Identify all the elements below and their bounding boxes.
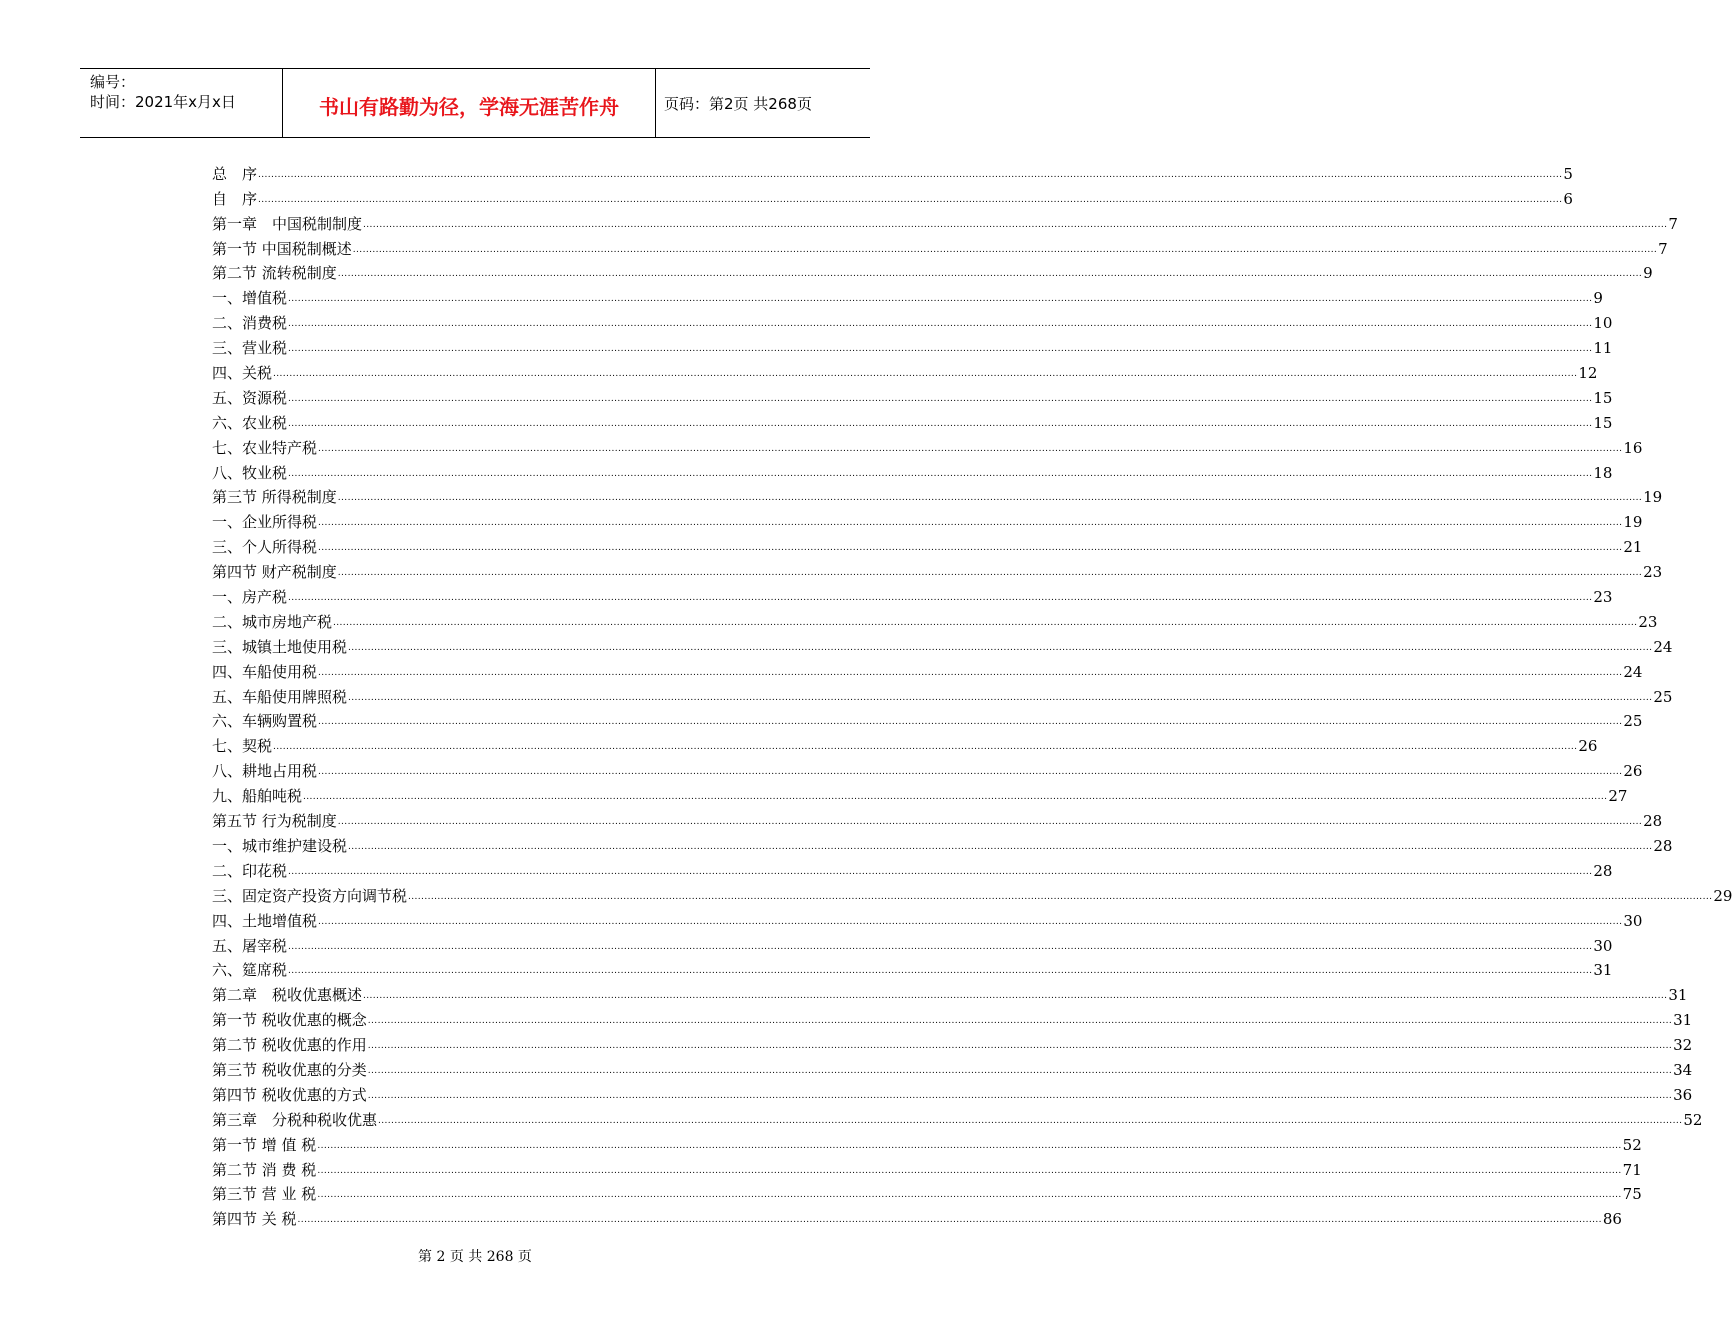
header-left-cell — [80, 69, 282, 137]
toc-entry-title: 三、个人所得税 — [212, 538, 318, 557]
toc-entry-title: 二、城市房地产税 — [212, 612, 333, 631]
toc-entry[interactable] — [212, 382, 1613, 407]
toc-dot-leader: ................................................................................................................................................................................................................................................................................................................................................................................................................ — [273, 742, 1578, 753]
toc-entry-title: 六、筵席税 — [212, 961, 288, 980]
toc-entry[interactable] — [212, 208, 1678, 233]
toc-entry[interactable] — [212, 905, 1643, 930]
toc-entry[interactable] — [212, 1129, 1642, 1154]
toc-entry[interactable] — [212, 656, 1643, 681]
toc-entry-page: 23 — [1593, 588, 1613, 607]
toc-entry[interactable] — [212, 631, 1673, 656]
toc-dot-leader: ................................................................................................................................................................................................................................................................................................................................................................................................................ — [288, 418, 1593, 429]
toc-entry-title: 五、资源税 — [212, 388, 288, 407]
toc-entry-page: 30 — [1623, 911, 1643, 930]
toc-dot-leader: ................................................................................................................................................................................................................................................................................................................................................................................................................ — [318, 916, 1623, 927]
toc-entry-title: 总 序 — [212, 164, 258, 183]
toc-entry-page: 6 — [1563, 189, 1573, 208]
toc-entry-title: 二、消费税 — [212, 314, 288, 333]
toc-dot-leader: ................................................................................................................................................................................................................................................................................................................................................................................................................ — [318, 543, 1623, 554]
toc-dot-leader: ................................................................................................................................................................................................................................................................................................................................................................................................................ — [367, 1065, 1673, 1076]
toc-dot-leader: ................................................................................................................................................................................................................................................................................................................................................................................................................ — [258, 169, 1563, 180]
time-label: 时间：2021年x月x日 — [90, 93, 236, 111]
toc-entry-page: 15 — [1593, 413, 1613, 432]
toc-entry[interactable] — [212, 258, 1653, 283]
toc-dot-leader: ................................................................................................................................................................................................................................................................................................................................................................................................................ — [363, 219, 1668, 230]
toc-entry[interactable] — [212, 307, 1613, 333]
toc-entry-page: 27 — [1608, 787, 1628, 806]
toc-entry-title: 八、耕地占用税 — [212, 762, 318, 781]
toc-entry[interactable] — [212, 880, 1732, 905]
toc-entry[interactable] — [212, 506, 1643, 532]
toc-dot-leader: ................................................................................................................................................................................................................................................................................................................................................................................................................ — [297, 1215, 1602, 1226]
toc-entry-page: 25 — [1623, 712, 1643, 731]
toc-entry-page: 31 — [1668, 986, 1688, 1005]
page-info: 页码：第2页 共268页 — [664, 95, 812, 113]
toc-dot-leader: ................................................................................................................................................................................................................................................................................................................................................................................................................ — [258, 194, 1563, 205]
toc-entry-page: 52 — [1683, 1110, 1703, 1129]
toc-entry-page: 26 — [1578, 737, 1598, 756]
table-of-contents — [212, 158, 1732, 1229]
toc-entry-page: 36 — [1673, 1085, 1693, 1104]
toc-dot-leader: ................................................................................................................................................................................................................................................................................................................................................................................................................ — [348, 841, 1653, 852]
document-header — [80, 68, 870, 138]
toc-dot-leader: ................................................................................................................................................................................................................................................................................................................................................................................................................ — [337, 568, 1643, 579]
toc-dot-leader: ................................................................................................................................................................................................................................................................................................................................................................................................................ — [288, 468, 1593, 479]
toc-dot-leader: ................................................................................................................................................................................................................................................................................................................................................................................................................ — [318, 767, 1623, 778]
toc-entry[interactable] — [212, 730, 1598, 756]
toc-entry-title: 七、契税 — [212, 737, 273, 756]
toc-entry[interactable] — [212, 1179, 1642, 1204]
toc-entry-page: 26 — [1623, 762, 1643, 781]
toc-entry-title: 四、土地增值税 — [212, 911, 318, 930]
toc-dot-leader: ................................................................................................................................................................................................................................................................................................................................................................................................................ — [337, 493, 1643, 504]
toc-entry[interactable] — [212, 407, 1613, 432]
toc-entry[interactable] — [212, 979, 1688, 1005]
toc-dot-leader: ................................................................................................................................................................................................................................................................................................................................................................................................................ — [367, 1041, 1673, 1052]
toc-entry[interactable] — [212, 930, 1613, 955]
toc-dot-leader: ................................................................................................................................................................................................................................................................................................................................................................................................................ — [318, 443, 1623, 454]
page-footer: 第 2 页 共 268 页 — [418, 1249, 532, 1265]
toc-entry-page: 31 — [1593, 961, 1613, 980]
toc-dot-leader: ................................................................................................................................................................................................................................................................................................................................................................................................................ — [317, 1190, 1622, 1201]
toc-dot-leader: ................................................................................................................................................................................................................................................................................................................................................................................................................ — [337, 817, 1643, 828]
toc-entry-title: 第三节 所得税制度 — [212, 488, 337, 507]
toc-dot-leader: ................................................................................................................................................................................................................................................................................................................................................................................................................ — [288, 966, 1593, 977]
toc-entry-title: 八、牧业税 — [212, 463, 288, 482]
toc-dot-leader: ................................................................................................................................................................................................................................................................................................................................................................................................................ — [363, 991, 1668, 1002]
toc-dot-leader: ................................................................................................................................................................................................................................................................................................................................................................................................................ — [273, 369, 1578, 380]
toc-dot-leader: ................................................................................................................................................................................................................................................................................................................................................................................................................ — [288, 294, 1593, 305]
toc-entry-title: 四、车船使用税 — [212, 662, 318, 681]
toc-entry[interactable] — [212, 332, 1613, 358]
toc-dot-leader: ................................................................................................................................................................................................................................................................................................................................................................................................................ — [333, 617, 1638, 628]
toc-entry[interactable] — [212, 357, 1598, 383]
toc-dot-leader: ................................................................................................................................................................................................................................................................................................................................................................................................................ — [367, 1016, 1673, 1027]
toc-entry-page: 9 — [1643, 264, 1653, 283]
toc-dot-leader: ................................................................................................................................................................................................................................................................................................................................................................................................................ — [352, 244, 1658, 255]
toc-dot-leader: ................................................................................................................................................................................................................................................................................................................................................................................................................ — [288, 344, 1593, 355]
toc-entry[interactable] — [212, 581, 1613, 607]
motto-text: 书山有路勤为径，学海无涯苦作舟 — [319, 95, 619, 119]
toc-entry-title: 第一章 中国税制制度 — [212, 214, 363, 233]
toc-entry[interactable] — [212, 755, 1643, 781]
toc-dot-leader: ................................................................................................................................................................................................................................................................................................................................................................................................................ — [288, 866, 1593, 877]
toc-entry-page: 28 — [1593, 861, 1613, 880]
toc-entry-title: 一、城市维护建设税 — [212, 836, 348, 855]
toc-entry[interactable] — [212, 1054, 1693, 1079]
toc-entry-page: 23 — [1638, 612, 1658, 631]
toc-entry[interactable] — [212, 1004, 1693, 1030]
serial-label: 编号： — [90, 73, 136, 91]
toc-dot-leader: ................................................................................................................................................................................................................................................................................................................................................................................................................ — [317, 1140, 1622, 1151]
toc-entry[interactable] — [212, 1203, 1622, 1229]
toc-entry[interactable] — [212, 457, 1613, 482]
toc-entry-page: 7 — [1668, 214, 1678, 233]
toc-entry-title: 第四节 税收优惠的方式 — [212, 1085, 367, 1104]
toc-dot-leader: ................................................................................................................................................................................................................................................................................................................................................................................................................ — [367, 1090, 1673, 1101]
toc-entry[interactable] — [212, 556, 1663, 582]
toc-entry[interactable] — [212, 183, 1573, 208]
toc-entry[interactable] — [212, 606, 1658, 631]
toc-entry-page: 21 — [1623, 538, 1643, 557]
toc-entry-title: 自 序 — [212, 189, 258, 208]
toc-entry-page: 7 — [1658, 239, 1668, 258]
toc-entry[interactable] — [212, 681, 1673, 706]
toc-entry-title: 四、关税 — [212, 364, 273, 383]
toc-entry[interactable] — [212, 432, 1643, 457]
toc-entry[interactable] — [212, 482, 1663, 507]
toc-entry-title: 第三节 税收优惠的分类 — [212, 1060, 367, 1079]
toc-dot-leader: ................................................................................................................................................................................................................................................................................................................................................................................................................ — [348, 692, 1653, 703]
toc-entry-title: 第一节 中国税制概述 — [212, 239, 352, 258]
toc-entry-title: 九、船舶吨税 — [212, 787, 303, 806]
toc-entry-title: 三、营业税 — [212, 339, 288, 358]
toc-dot-leader: ................................................................................................................................................................................................................................................................................................................................................................................................................ — [303, 792, 1608, 803]
toc-entry[interactable] — [212, 233, 1668, 258]
toc-entry-title: 一、增值税 — [212, 289, 288, 308]
toc-entry-page: 75 — [1622, 1185, 1642, 1204]
toc-dot-leader: ................................................................................................................................................................................................................................................................................................................................................................................................................ — [337, 269, 1643, 280]
toc-entry-page: 5 — [1563, 164, 1573, 183]
toc-entry-title: 第一节 税收优惠的概念 — [212, 1011, 367, 1030]
toc-dot-leader: ................................................................................................................................................................................................................................................................................................................................................................................................................ — [408, 891, 1713, 902]
toc-entry-page: 23 — [1643, 563, 1663, 582]
toc-entry-title: 二、印花税 — [212, 861, 288, 880]
toc-entry-page: 19 — [1643, 488, 1663, 507]
toc-entry-title: 第四节 财产税制度 — [212, 563, 337, 582]
toc-entry[interactable] — [212, 780, 1628, 806]
toc-entry-page: 19 — [1623, 513, 1643, 532]
toc-entry-title: 三、固定资产投资方向调节税 — [212, 886, 408, 905]
toc-dot-leader: ................................................................................................................................................................................................................................................................................................................................................................................................................ — [288, 593, 1593, 604]
header-page-cell — [656, 69, 870, 137]
toc-entry-title: 第三章 分税种税收优惠 — [212, 1110, 378, 1129]
toc-dot-leader: ................................................................................................................................................................................................................................................................................................................................................................................................................ — [318, 667, 1623, 678]
toc-dot-leader: ................................................................................................................................................................................................................................................................................................................................................................................................................ — [318, 518, 1623, 529]
toc-entry[interactable] — [212, 855, 1613, 880]
toc-entry-title: 第三节 营 业 税 — [212, 1185, 317, 1204]
toc-entry-page: 52 — [1622, 1135, 1642, 1154]
toc-entry[interactable] — [212, 1029, 1693, 1055]
toc-entry-title: 第一节 增 值 税 — [212, 1135, 317, 1154]
toc-entry-title: 三、城镇土地使用税 — [212, 637, 348, 656]
toc-entry-title: 第二节 流转税制度 — [212, 264, 337, 283]
toc-entry-page: 11 — [1593, 339, 1613, 358]
header-motto-cell — [282, 69, 656, 137]
toc-entry-page: 18 — [1593, 463, 1613, 482]
toc-entry-title: 一、房产税 — [212, 588, 288, 607]
toc-entry[interactable] — [212, 1104, 1703, 1129]
toc-entry-title: 七、农业特产税 — [212, 438, 318, 457]
toc-entry-page: 24 — [1623, 662, 1643, 681]
toc-entry[interactable] — [212, 830, 1673, 855]
toc-entry[interactable] — [212, 531, 1643, 557]
toc-entry[interactable] — [212, 158, 1573, 183]
toc-entry-page: 28 — [1643, 812, 1663, 831]
toc-dot-leader: ................................................................................................................................................................................................................................................................................................................................................................................................................ — [288, 941, 1593, 952]
toc-entry-title: 第四节 关 税 — [212, 1210, 297, 1229]
toc-dot-leader: ................................................................................................................................................................................................................................................................................................................................................................................................................ — [288, 393, 1593, 404]
toc-entry-title: 五、车船使用牌照税 — [212, 687, 348, 706]
toc-entry-title: 第二节 税收优惠的作用 — [212, 1036, 367, 1055]
toc-entry-page: 31 — [1673, 1011, 1693, 1030]
toc-entry[interactable] — [212, 1079, 1693, 1104]
toc-entry[interactable] — [212, 282, 1603, 308]
toc-entry-page: 86 — [1602, 1210, 1622, 1229]
toc-entry-page: 24 — [1653, 637, 1673, 656]
toc-entry-page: 25 — [1653, 687, 1673, 706]
toc-entry[interactable] — [212, 1154, 1642, 1179]
toc-dot-leader: ................................................................................................................................................................................................................................................................................................................................................................................................................ — [318, 717, 1623, 728]
toc-entry-title: 第五节 行为税制度 — [212, 812, 337, 831]
toc-entry-page: 28 — [1653, 836, 1673, 855]
toc-entry-title: 六、车辆购置税 — [212, 712, 318, 731]
toc-entry-page: 10 — [1593, 314, 1613, 333]
toc-entry-page: 16 — [1623, 438, 1643, 457]
toc-entry-title: 五、屠宰税 — [212, 936, 288, 955]
toc-entry-title: 一、企业所得税 — [212, 513, 318, 532]
toc-dot-leader: ................................................................................................................................................................................................................................................................................................................................................................................................................ — [288, 319, 1593, 330]
toc-entry-page: 34 — [1673, 1060, 1693, 1079]
toc-entry[interactable] — [212, 805, 1663, 831]
toc-entry-title: 第二节 消 费 税 — [212, 1160, 317, 1179]
toc-entry-title: 六、农业税 — [212, 413, 288, 432]
toc-entry-page: 9 — [1593, 289, 1603, 308]
toc-dot-leader: ................................................................................................................................................................................................................................................................................................................................................................................................................ — [348, 642, 1653, 653]
toc-entry-page: 15 — [1593, 388, 1613, 407]
toc-entry[interactable] — [212, 706, 1643, 731]
toc-entry-page: 12 — [1578, 364, 1598, 383]
toc-entry-page: 32 — [1673, 1036, 1693, 1055]
toc-entry[interactable] — [212, 955, 1613, 980]
toc-entry-page: 30 — [1593, 936, 1613, 955]
toc-dot-leader: ................................................................................................................................................................................................................................................................................................................................................................................................................ — [378, 1115, 1683, 1126]
toc-entry-title: 第二章 税收优惠概述 — [212, 986, 363, 1005]
toc-entry-page: 29 — [1713, 886, 1732, 905]
toc-entry-page: 71 — [1622, 1160, 1642, 1179]
toc-dot-leader: ................................................................................................................................................................................................................................................................................................................................................................................................................ — [317, 1165, 1622, 1176]
